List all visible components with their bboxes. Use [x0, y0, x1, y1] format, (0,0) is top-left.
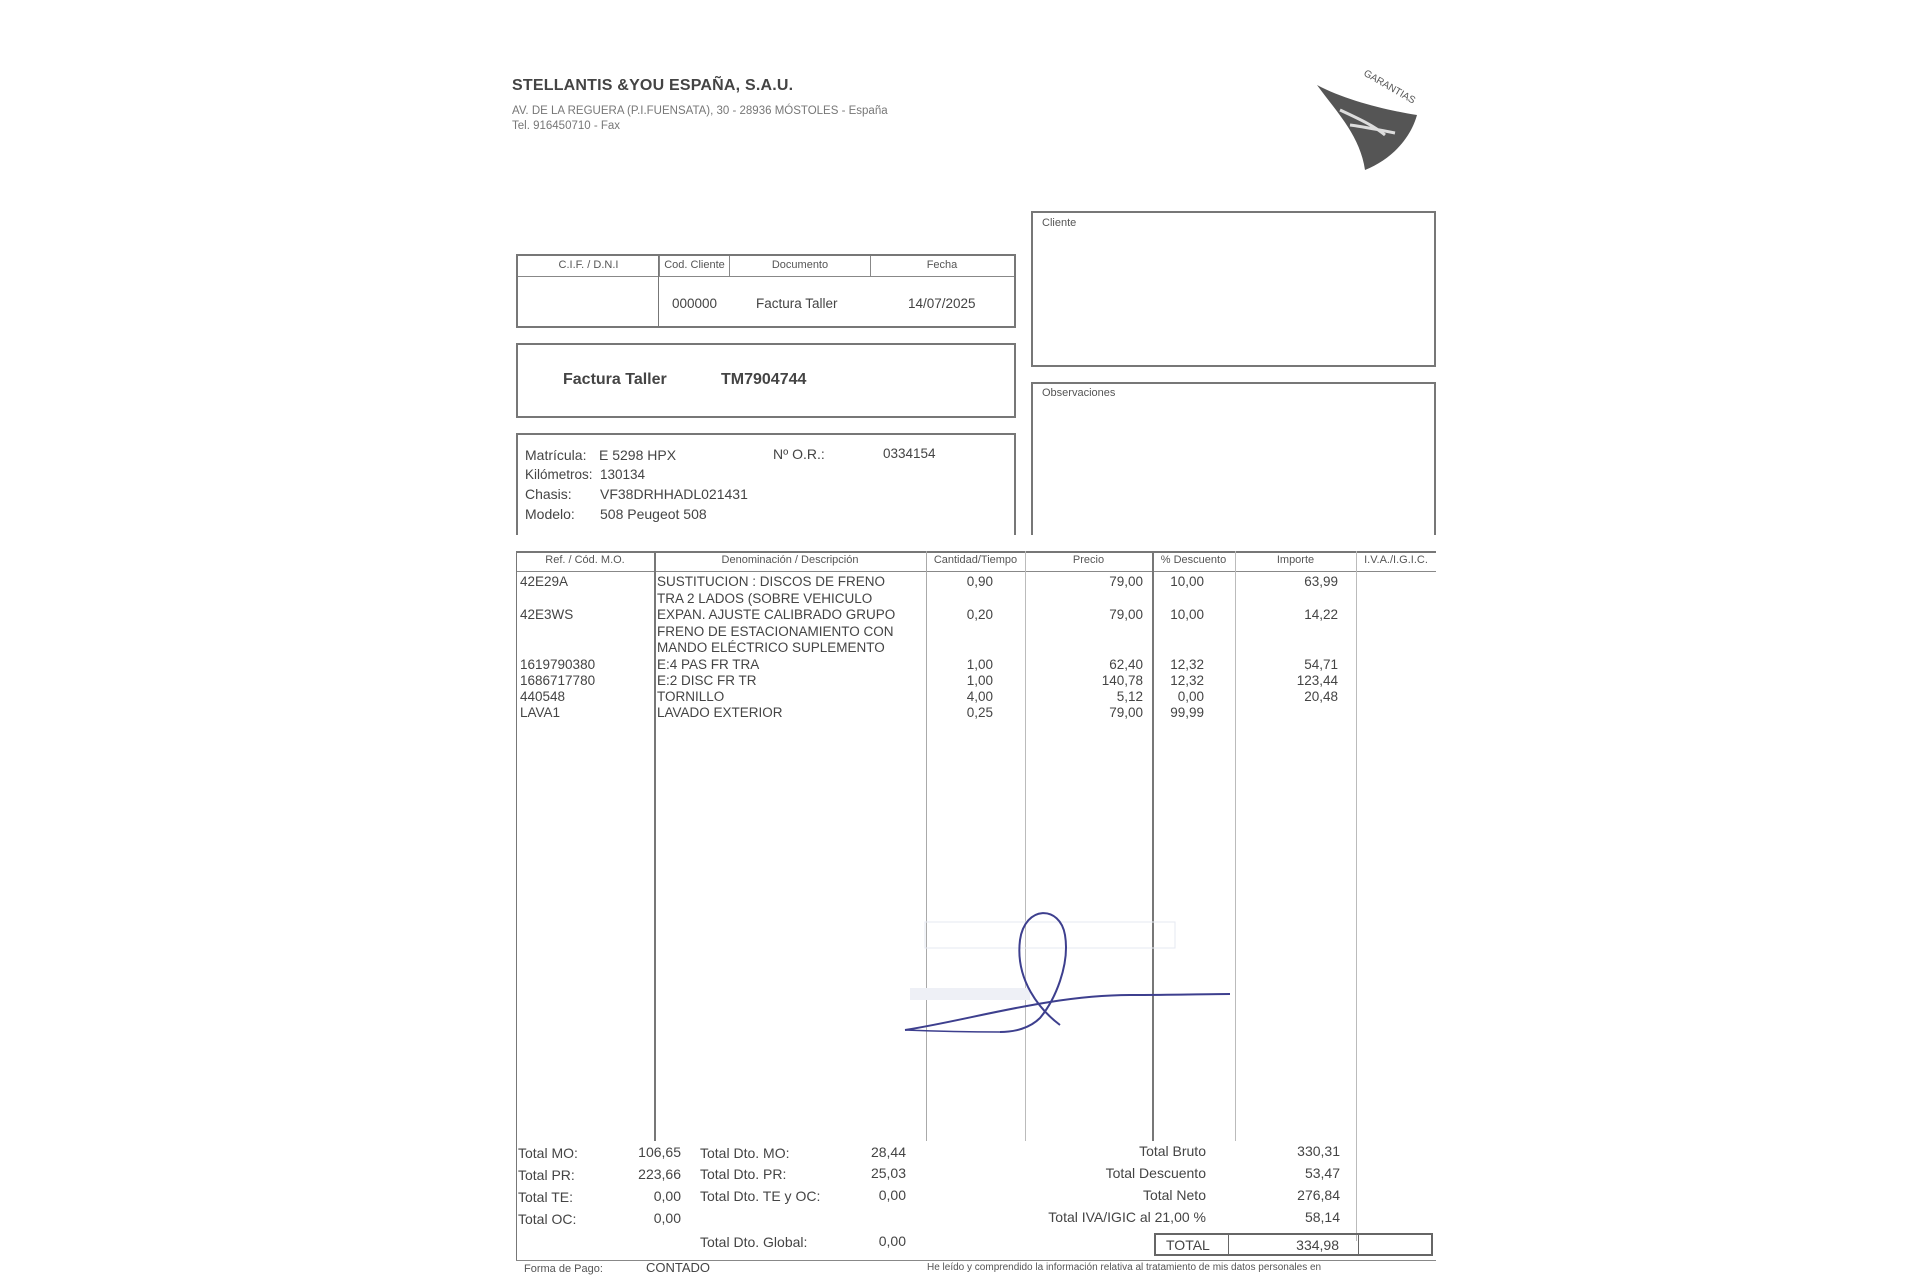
stamp-text: GARANTIAS — [1361, 68, 1418, 107]
total-iva-value: 58,14 — [1304, 1209, 1340, 1225]
modelo-value: 508 Peugeot 508 — [600, 506, 707, 522]
or-value: 0334154 — [883, 446, 936, 461]
row-price: 79,00 — [1109, 574, 1143, 589]
chasis-label: Chasis: — [525, 486, 572, 502]
payment-value: CONTADO — [646, 1260, 711, 1275]
row-ref: 1686717780 — [520, 673, 596, 688]
col-header-price: Precio — [1072, 554, 1105, 566]
total-dto-pr-label: Total Dto. PR: — [700, 1166, 787, 1182]
company-name: STELLANTIS &YOU ESPAÑA, S.A.U. — [512, 77, 794, 94]
row-discount: 0,00 — [1177, 689, 1204, 704]
matricula-value: E 5298 HPX — [599, 447, 677, 463]
row-ref: 440548 — [520, 689, 566, 704]
company-address-block — [512, 104, 888, 134]
row-amount: 20,48 — [1304, 689, 1338, 704]
info-header-documento: Documento — [771, 259, 829, 271]
row-desc-line: E:2 DISC FR TR — [657, 673, 757, 688]
col-header-amount: Importe — [1276, 554, 1315, 566]
km-value: 130134 — [600, 467, 646, 482]
row-ref: 1619790380 — [520, 657, 596, 672]
total-oc-label: Total OC: — [518, 1211, 577, 1227]
row-price: 5,12 — [1116, 689, 1143, 704]
total-dto-pr-value: 25,03 — [870, 1165, 906, 1181]
col-header-desc: Denominación / Descripción — [721, 554, 859, 566]
row-desc-line: TORNILLO — [657, 689, 725, 704]
row-ref: 42E29A — [520, 574, 569, 589]
totals-section — [516, 1141, 1436, 1260]
row-price: 62,40 — [1109, 657, 1143, 672]
col-header-iva: I.V.A./I.G.I.C. — [1364, 554, 1428, 566]
row-discount: 12,32 — [1170, 657, 1204, 672]
row-qty: 1,00 — [966, 673, 993, 688]
total-iva-label: Total IVA/IGIC al 21,00 % — [1048, 1209, 1206, 1225]
total-dto-te-oc-label: Total Dto. TE y OC: — [700, 1188, 821, 1204]
total-dto-mo-label: Total Dto. MO: — [700, 1145, 790, 1161]
modelo-label: Modelo: — [525, 506, 575, 522]
total-bruto-value: 330,31 — [1297, 1143, 1340, 1159]
vehicle-box — [516, 433, 1016, 535]
logo-stamp-icon — [1305, 55, 1445, 180]
row-desc-line: SUSTITUCION : DISCOS DE FRENO — [657, 574, 886, 589]
total-bruto-label: Total Bruto — [1139, 1143, 1206, 1159]
total-neto-value: 276,84 — [1297, 1187, 1340, 1203]
row-qty: 1,00 — [966, 657, 993, 672]
row-desc-line: TRA 2 LADOS (SOBRE VEHICULO — [657, 590, 873, 606]
row-amount: 123,44 — [1296, 673, 1338, 688]
invoice-label: Factura Taller — [563, 371, 667, 388]
total-te-value: 0,00 — [653, 1188, 681, 1204]
or-label: Nº O.R.: — [773, 446, 825, 462]
total-descuento-label: Total Descuento — [1105, 1165, 1206, 1181]
info-header-cod-cliente: Cod. Cliente — [660, 256, 730, 276]
signature-icon — [890, 900, 1250, 1050]
row-amount: 54,71 — [1304, 657, 1338, 672]
row-price: 140,78 — [1101, 673, 1143, 688]
row-desc-line: E:4 PAS FR TRA — [657, 657, 760, 672]
company-phone: Tel. 916450710 - Fax — [512, 120, 621, 132]
invoice-number: TM7904744 — [721, 371, 807, 388]
grand-total-box — [1154, 1233, 1433, 1256]
row-ref: 42E3WS — [520, 607, 574, 622]
payment-label: Forma de Pago: — [524, 1263, 603, 1275]
row-price: 79,00 — [1109, 607, 1143, 622]
total-dto-te-oc-value: 0,00 — [878, 1187, 906, 1203]
row-desc-line: EXPAN. AJUSTE CALIBRADO GRUPO — [657, 607, 896, 622]
col-header-ref: Ref. / Cód. M.O. — [545, 554, 625, 566]
row-desc-line: LAVADO EXTERIOR — [657, 705, 783, 720]
row-qty: 0,90 — [966, 574, 993, 589]
invoice-number-box — [516, 343, 1016, 418]
info-value-fecha: 14/07/2025 — [908, 296, 976, 311]
total-te-label: Total TE: — [518, 1189, 573, 1205]
observaciones-label: Observaciones — [1042, 387, 1116, 399]
row-desc-line: FRENO DE ESTACIONAMIENTO CON — [657, 623, 894, 639]
row-discount: 10,00 — [1170, 574, 1204, 589]
chasis-value: VF38DRHHADL021431 — [600, 486, 748, 502]
col-header-discount: % Descuento — [1160, 554, 1227, 566]
total-pr-value: 223,66 — [638, 1166, 681, 1182]
cliente-box — [1031, 211, 1436, 367]
footer-notice: He leído y comprendido la información relativa al tratamiento de mis datos personales en — [927, 1262, 1322, 1273]
total-oc-value: 0,00 — [653, 1210, 681, 1226]
row-discount: 10,00 — [1170, 607, 1204, 622]
grand-total-label: TOTAL — [1166, 1237, 1210, 1253]
total-dto-global-value: 0,00 — [878, 1233, 906, 1249]
row-amount: 63,99 — [1304, 574, 1338, 589]
info-header-fecha: Fecha — [926, 259, 958, 271]
row-qty: 4,00 — [966, 689, 993, 704]
total-mo-label: Total MO: — [518, 1145, 578, 1161]
total-pr-label: Total PR: — [518, 1167, 575, 1183]
observaciones-box — [1031, 382, 1436, 535]
info-value-documento: Factura Taller — [756, 296, 838, 311]
total-descuento-value: 53,47 — [1304, 1165, 1340, 1181]
row-ref: LAVA1 — [520, 705, 561, 720]
matricula-label: Matrícula: — [525, 447, 587, 463]
info-value-cod-cliente: 000000 — [672, 296, 718, 311]
row-price: 79,00 — [1109, 705, 1143, 720]
row-qty: 0,25 — [966, 705, 993, 720]
total-neto-label: Total Neto — [1142, 1187, 1206, 1203]
row-desc-line: MANDO ELÉCTRICO SUPLEMENTO — [657, 640, 885, 655]
col-header-qty: Cantidad/Tiempo — [933, 554, 1018, 566]
items-table — [516, 551, 1436, 1141]
row-qty: 0,20 — [966, 607, 993, 622]
total-dto-global-label: Total Dto. Global: — [700, 1234, 808, 1250]
total-dto-mo-value: 28,44 — [870, 1144, 906, 1160]
info-header-cif: C.I.F. / D.N.I — [518, 256, 660, 276]
info-table — [516, 254, 1016, 328]
cliente-label: Cliente — [1042, 217, 1077, 229]
row-discount: 99,99 — [1170, 705, 1204, 720]
row-amount: 14,22 — [1304, 607, 1338, 622]
row-discount: 12,32 — [1170, 673, 1204, 688]
total-mo-value: 106,65 — [638, 1144, 681, 1160]
grand-total-value: 334,98 — [1296, 1237, 1339, 1253]
company-address: AV. DE LA REGUERA (P.I.FUENSATA), 30 - 28936 MÓSTOLES - España — [512, 105, 888, 117]
km-label: Kilómetros: — [525, 467, 593, 482]
